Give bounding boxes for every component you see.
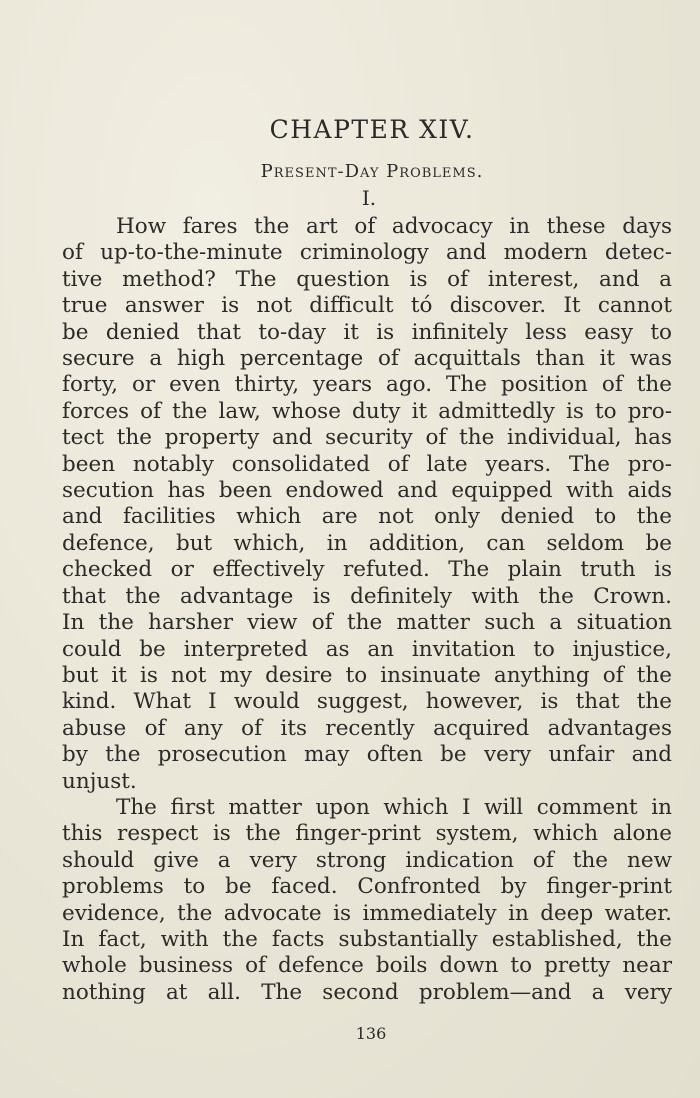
book-page: [62, 112, 672, 1062]
page-number: 136: [355, 1024, 387, 1043]
text-line: been notably consolidated of late years. The pro-: [62, 451, 672, 477]
text-line: evidence, the advocate is immediately in deep water.: [62, 900, 672, 926]
text-line: kind. What I would suggest, however, is that the: [62, 689, 672, 715]
text-line: unjust.: [62, 768, 137, 794]
text-line: abuse of any of its recently acquired advantages: [62, 715, 672, 741]
text-line: that the advantage is definitely with the Crown.: [62, 583, 672, 609]
text-line: tive method? The question is of interest, and a: [62, 266, 672, 292]
text-line: whole business of defence boils down to pretty near: [62, 953, 672, 979]
text-line: could be interpreted as an invitation to injustice,: [62, 636, 672, 662]
text-line: but it is not my desire to insinuate anything of the: [62, 662, 672, 688]
text-line: tect the property and security of the individual, has: [62, 425, 672, 451]
section-title: Present-Day Problems.: [260, 161, 484, 182]
text-line: The first matter upon which I will comment in: [116, 794, 672, 820]
text-line: defence, but which, in addition, can seldom be: [62, 530, 672, 556]
text-line: and facilities which are not only denied to the: [62, 504, 672, 530]
text-line: secution has been endowed and equipped with aids: [62, 478, 672, 504]
text-line: by the prosecution may often be very unfair and: [62, 742, 672, 768]
section-number: I.: [361, 186, 377, 210]
text-line: checked or effectively refuted. The plain truth is: [62, 557, 672, 583]
text-line: of up-to-the-minute criminology and modern detec-: [62, 240, 672, 266]
text-line: In the harsher view of the matter such a situation: [62, 610, 672, 636]
paragraph-2: [62, 795, 672, 1006]
text-line: forces of the law, whose duty it admittedly is to pro-: [62, 398, 672, 424]
text-line: nothing at all. The second problem—and a very: [62, 979, 672, 1005]
text-line: How fares the art of advocacy in these days: [116, 214, 672, 239]
text-line: problems to be faced. Confronted by finger-print: [62, 874, 672, 900]
text-line: this respect is the finger-print system, which alone: [62, 821, 672, 847]
text-line: forty, or even thirty, years ago. The position of the: [62, 372, 672, 398]
chapter-title: CHAPTER XIV.: [269, 115, 475, 144]
paragraph-1: [62, 214, 672, 795]
text-line: secure a high percentage of acquittals than it was: [62, 346, 672, 372]
text-line: In fact, with the facts substantially established, the: [62, 926, 672, 952]
text-line: true answer is not difficult tó discover. It cannot: [62, 293, 672, 319]
text-line: be denied that to-day it is infinitely less easy to: [62, 319, 672, 345]
text-line: should give a very strong indication of the new: [62, 847, 672, 873]
